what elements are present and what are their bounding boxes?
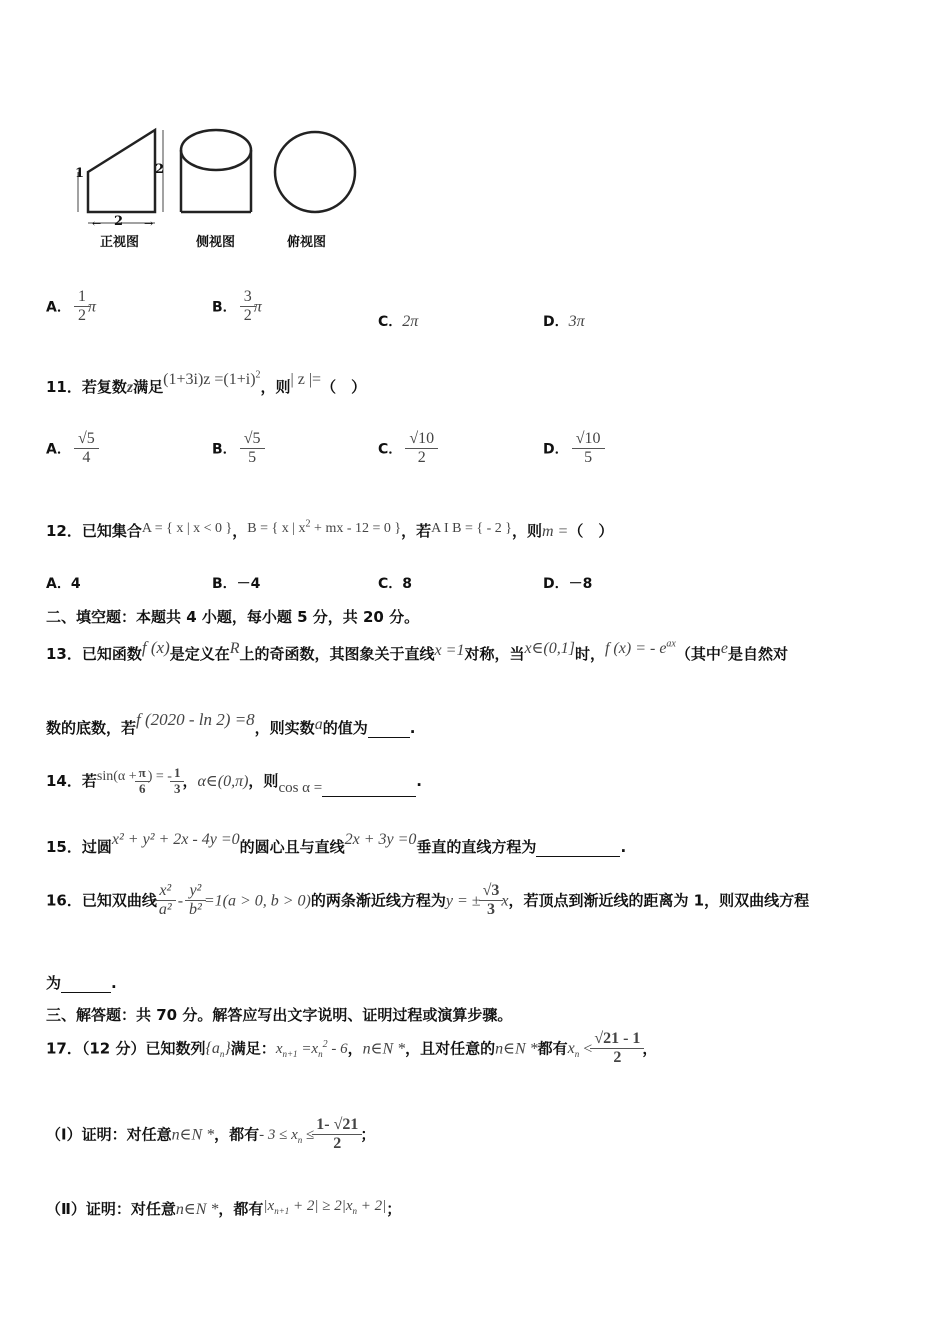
q11-option-c: C． $\frac{√10}{2}$ <box>378 430 436 468</box>
q11-option-b: B． $\frac{√5}{5}$ <box>212 430 263 468</box>
caption-front-view: 正视图 <box>100 235 140 250</box>
svg-text:←: ← <box>92 217 102 230</box>
q10-option-c: C．2π <box>378 313 419 330</box>
q12-option-b: B．－4 <box>212 576 261 592</box>
q12-option-c: C．8 <box>378 576 413 592</box>
q10-option-d: D．3π <box>543 313 585 330</box>
q14-answer-blank[interactable] <box>322 782 416 797</box>
top-view <box>275 132 355 212</box>
caption-top-view: 俯视图 <box>287 235 327 250</box>
q15-stem: 15．过圆x² + y² + 2x - 4y =0的圆心且与直线2x + 3y =0垂直的直线方程为 . <box>46 831 627 856</box>
q16-answer-blank[interactable] <box>61 978 111 993</box>
q16-line-1: 16．已知双曲线 $\frac{\text{x²}}{\text{a²}}$ - $\frac{\text{y²}}{\text{b²}}$ =1(a > 0, b > 0)的两条渐近线方程为y = ± $\frac{√3}{3}$ x，若顶点到渐近线的距离为 1，则双曲线方程 <box>46 882 810 919</box>
q17-part-2: （Ⅱ）证明：对任意n∈N *，都有$|x_{n+1} + 2| \ge 2|x_n + 2|$； <box>46 1198 402 1218</box>
q12-option-a: A．4 <box>46 576 81 592</box>
q11-stem: 11．若复数z满足$(1+3i)z =(1+i)^2$，则| z |=（ ） <box>46 369 367 396</box>
q11-option-d: D． $\frac{√10}{5}$ <box>543 430 603 468</box>
q13-line-1: 13．已知函数f (x)是定义在R上的奇函数，其图象关于直线x =1对称，当x∈(0,1]时，f (x) = - $e^{ax}$（其中e是自然对 <box>46 638 789 663</box>
caption-side-view: 侧视图 <box>196 235 236 250</box>
q10-option-a-frac: $\frac{1}{2}$ <box>76 288 88 326</box>
q14-stem: 14．若sin(α + $\frac{\pi}{6}$ ) = - $\frac{1}{3}$ ，α∈(0,π)，则cos α = . <box>46 765 422 796</box>
q13-answer-blank[interactable] <box>368 723 410 738</box>
q10-option-b-frac: $\frac{3}{2}$ <box>242 288 254 326</box>
q17-part-1: （Ⅰ）证明：对任意n∈N *，都有- $3 \le x_n$ ≤ $\frac{1- √21}{2}$ ； <box>46 1116 376 1153</box>
q11-option-a: A． $\frac{√5}{4}$ <box>46 430 97 468</box>
q12-stem: 12．已知集合A = { x | x < 0 }，B = { x | $x^2$ + mx - 12 = 0 }，若A I B = { - 2 }，则m =（ ） <box>46 518 614 540</box>
section-heading-fill-in: 二、填空题：本题共 4 小题，每小题 5 分，共 20 分。 <box>46 608 420 626</box>
q13-line-2: 数的底数，若f (2020 - ln 2) =8，则实数a的值为 . <box>46 710 416 737</box>
q10-option-a: A． $\frac{1}{2}$ π <box>46 288 96 325</box>
front-view-dim-1: 1 <box>75 166 85 181</box>
q10-option-b: B． $\frac{3}{2}$ π <box>212 288 262 325</box>
q12-option-d: D．－8 <box>543 576 593 592</box>
front-view-dim-bottom: 2 <box>114 214 124 229</box>
q16-line-2: 为 . <box>46 974 117 992</box>
side-view <box>181 130 251 212</box>
svg-text:→: → <box>144 217 154 230</box>
section-heading-solutions: 三、解答题：共 70 分。解答应写出文字说明、证明过程或演算步骤。 <box>46 1006 513 1024</box>
front-view-dim-2: 2 <box>155 162 165 177</box>
q17-stem: 17．（12 分）已知数列$\{a_n\}$满足：$x_{n+1} =x_n^2 - 6$，n∈N *，且对任意的n∈N *都有$x_n$ < $\frac{√21 - 1}{2}$ ， <box>46 1030 658 1067</box>
q15-answer-blank[interactable] <box>536 842 620 857</box>
